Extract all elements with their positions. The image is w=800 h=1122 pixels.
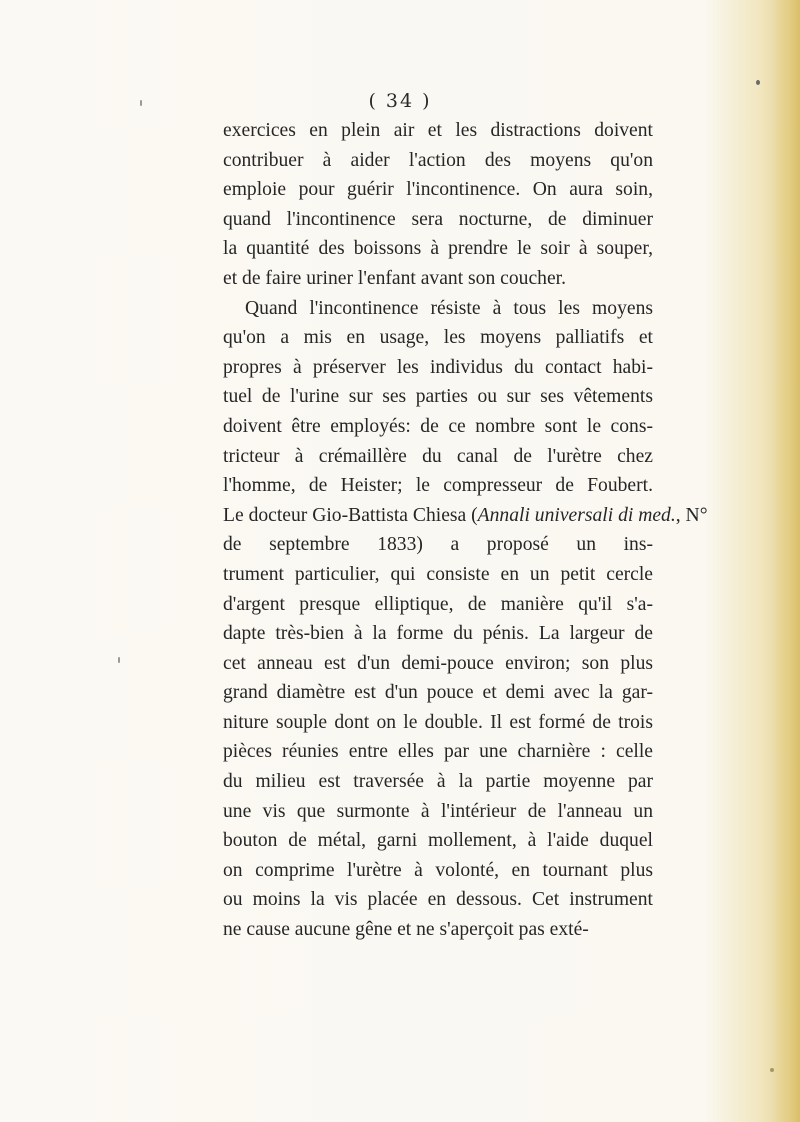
text-line: Quand l'incontinence résiste à tous les moyens — [245, 297, 653, 319]
paper-speck — [770, 1068, 774, 1072]
text-line: grand diamètre est d'un pouce et demi avec la gar- — [223, 682, 653, 704]
text-line: on comprime l'urètre à volonté, en tournant plus — [223, 859, 653, 881]
paper-speck — [140, 100, 142, 106]
body-text — [223, 116, 708, 945]
paper-speck — [118, 657, 120, 663]
text-line: pièces réunies entre elles par une charnière : celle — [223, 741, 653, 763]
text-line: la quantité des boissons à prendre le soir à souper, — [223, 238, 653, 260]
page-edge-shadow — [772, 0, 800, 1122]
text-line: ou moins la vis placée en dessous. Cet instrument — [223, 889, 653, 911]
text-line: contribuer à aider l'action des moyens qu'on — [223, 149, 653, 171]
citation-issue: , N° — [675, 504, 708, 526]
text-line: l'homme, de Heister; le compresseur de Foubert. — [223, 475, 653, 497]
text-line: exercices en plein air et les distractions doivent — [223, 120, 653, 141]
text-line-citation — [223, 501, 708, 531]
paper-speck — [756, 80, 760, 85]
text-line: dapte très-bien à la forme du pénis. La largeur de — [223, 623, 653, 645]
text-line: tricteur à crémaillère du canal de l'urètre chez — [223, 445, 653, 467]
text-line: niture souple dont on le double. Il est formé de trois — [223, 711, 653, 733]
text-line: doivent être employés: de ce nombre sont le cons- — [223, 415, 653, 437]
text-line: tuel de l'urine sur ses parties ou sur ses vêtements — [223, 386, 653, 408]
text-line: quand l'incontinence sera nocturne, de diminuer — [223, 208, 653, 230]
text-line: de septembre 1833) a proposé un ins- — [223, 534, 653, 556]
text-line: cet anneau est d'un demi-pouce environ; son plus — [223, 652, 653, 674]
text-line: d'argent presque elliptique, de manière qu'il s'a- — [223, 593, 653, 615]
page-number: ( 34 ) — [368, 90, 432, 112]
text-line: bouton de métal, garni mollement, à l'aide duquel — [223, 830, 653, 852]
text-line: propres à préserver les individus du contact habi- — [223, 356, 653, 378]
citation-title: Annali universali di med. — [477, 504, 676, 526]
text-line: une vis que surmonte à l'intérieur de l'anneau un — [223, 800, 653, 822]
text-line: du milieu est traversée à la partie moyenne par — [223, 771, 653, 793]
text-line: ne cause aucune gêne et ne s'aperçoit pas exté- — [223, 919, 589, 941]
text-line: trument particulier, qui consiste en un petit cercle — [223, 563, 653, 585]
citation-lead: Le docteur Gio-Battista Chiesa ( — [223, 504, 478, 526]
text-line: qu'on a mis en usage, les moyens palliatifs et — [223, 327, 653, 349]
text-line: et de faire uriner l'enfant avant son coucher. — [223, 267, 566, 289]
text-line: emploie pour guérir l'incontinence. On aura soin, — [223, 179, 653, 201]
